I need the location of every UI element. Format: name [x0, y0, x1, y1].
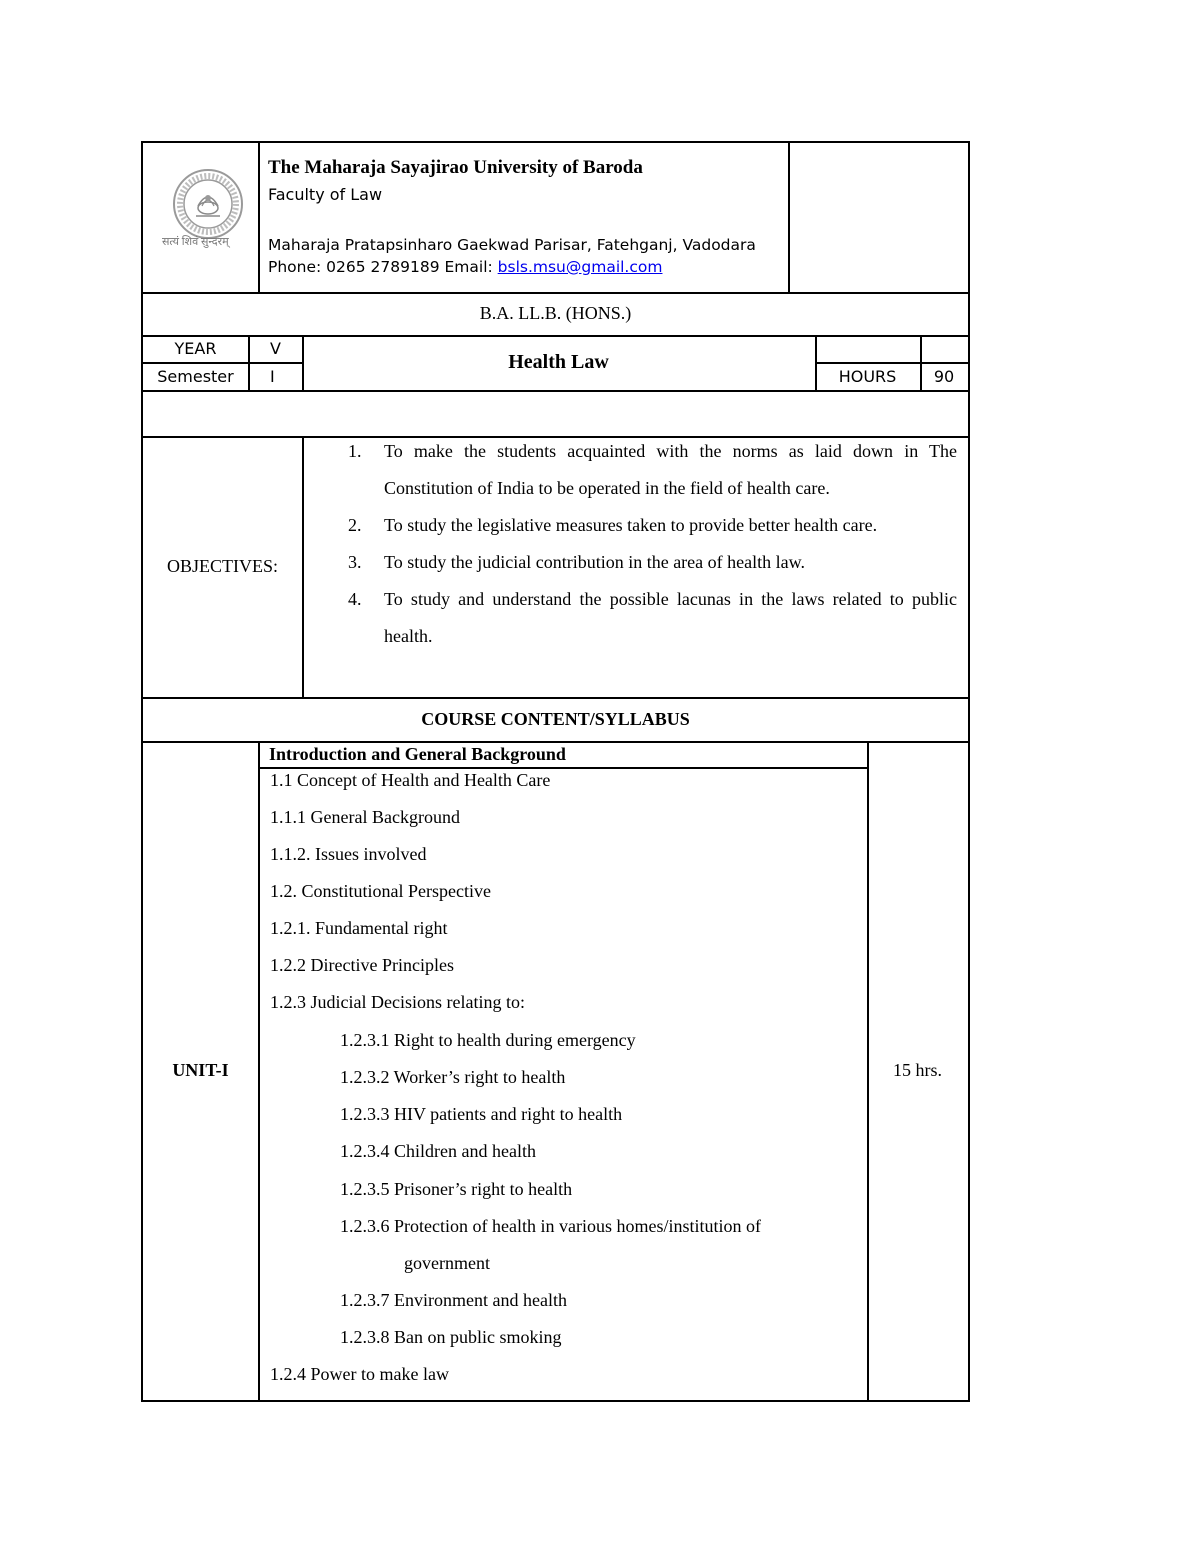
year-label-cell: YEAR [141, 335, 250, 364]
year-value-cell [248, 335, 304, 364]
syllabus-line: 1.2. Constitutional Perspective [270, 881, 491, 901]
objective-number: 1. [348, 441, 362, 461]
syllabus-line: 1.2.1. Fundamental right [270, 918, 448, 938]
syllabus-line: 1.2.2 Directive Principles [270, 955, 454, 975]
objective-number: 4. [348, 589, 362, 609]
course-title: Health Law [302, 335, 817, 392]
hours-value-cell: 90 [920, 362, 970, 392]
hours-blank-cell-1 [815, 335, 922, 364]
syllabus-line: 1.2.3.7 Environment and health [340, 1290, 567, 1310]
hours-label-cell: HOURS [815, 362, 922, 392]
objective-item [340, 507, 957, 544]
syllabus-line: 1.2.3.4 Children and health [340, 1141, 536, 1161]
logo-motto: सत्यं शिवं सुन्दरम् [162, 236, 229, 248]
syllabus-line: 1.1.2. Issues involved [270, 844, 427, 864]
objective-text: To study the legislative measures taken to provide better health care. [384, 515, 878, 535]
program-row: B.A. LL.B. (HONS.) [141, 292, 970, 337]
unit-hours: 15 hrs. [867, 741, 970, 1402]
university-logo [160, 162, 256, 258]
objective-text: To study and understand the possible lacunas in the laws related to public health. [384, 589, 957, 646]
syllabus-line: 1.1 Concept of Health and Health Care [270, 770, 551, 790]
syllabus-line: government [404, 1253, 490, 1273]
blank-row [141, 390, 970, 438]
syllabus-heading: COURSE CONTENT/SYLLABUS [141, 697, 970, 743]
phone-text: Phone: 0265 2789189 Email: [268, 258, 498, 276]
syllabus-line: 1.2.4 Power to make law [270, 1364, 449, 1384]
syllabus-line: 1.2.3.6 Protection of health in various homes/institution of [340, 1216, 761, 1236]
objectives-list [340, 433, 957, 655]
objectives-label: OBJECTIVES: [141, 436, 304, 699]
contact-line [268, 258, 662, 276]
syllabus-line: 1.2.3.3 HIV patients and right to health [340, 1104, 623, 1124]
syllabus-line: 1.2.3.5 Prisoner’s right to health [340, 1179, 573, 1199]
semester-value: I [270, 367, 275, 386]
syllabus-line: 1.2.3.2 Worker’s right to health [340, 1067, 566, 1087]
hours-blank-cell-2 [920, 335, 970, 364]
university-address: Maharaja Pratapsinharo Gaekwad Parisar, Fatehganj, Vadodara [268, 236, 756, 254]
syllabus-line: 1.2.3 Judicial Decisions relating to: [270, 992, 525, 1012]
semester-label-cell: Semester [141, 362, 250, 392]
unit-heading: Introduction and General Background [260, 742, 867, 769]
semester-value-cell [248, 362, 304, 392]
syllabus-line: 1.2.3.8 Ban on public smoking [340, 1327, 562, 1347]
objective-item [340, 581, 957, 655]
syllabus-line: 1.1.1 General Background [270, 807, 460, 827]
faculty-name: Faculty of Law [268, 185, 383, 204]
objective-number: 3. [348, 552, 362, 572]
objective-item [340, 544, 957, 581]
objective-text: To study the judicial contribution in the area of health law. [384, 552, 805, 572]
syllabus-line: 1.2.3.1 Right to health during emergency [340, 1030, 636, 1050]
objective-item [340, 433, 957, 507]
year-value: V [270, 339, 281, 358]
objective-number: 2. [348, 515, 362, 535]
email-link[interactable]: bsls.msu@gmail.com [497, 258, 663, 276]
unit-label: UNIT-I [141, 741, 260, 1402]
university-name: The Maharaja Sayajirao University of Baroda [268, 157, 643, 178]
header-blank-cell [788, 141, 970, 294]
objective-text: To make the students acquainted with the norms as laid down in The Constitution of India to be operated in the field of health care. [384, 441, 957, 498]
